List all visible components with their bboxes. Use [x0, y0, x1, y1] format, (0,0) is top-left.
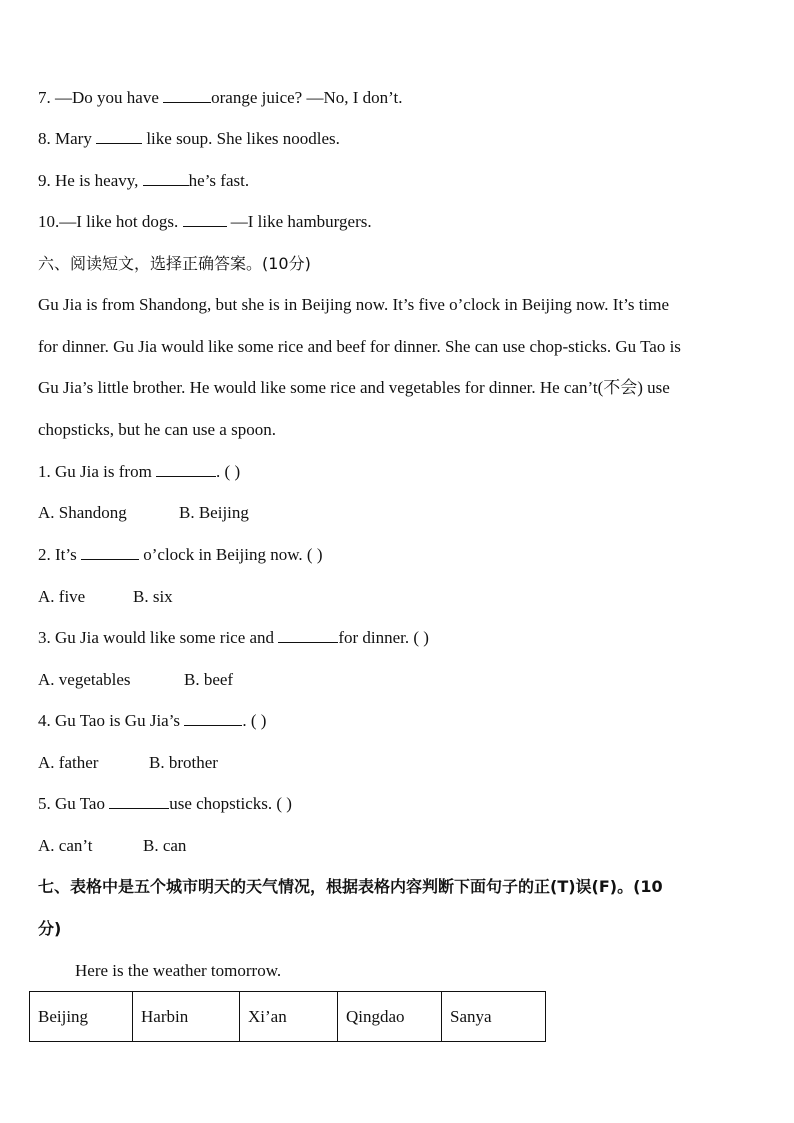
section-7-heading-cont: 分) — [38, 919, 62, 938]
options-1 — [38, 502, 249, 524]
question-number: 8. — [38, 129, 55, 148]
option-a[interactable]: A. can’t — [38, 836, 93, 855]
weather-intro: Here is the weather tomorrow. — [75, 961, 282, 980]
reading-question-4 — [38, 710, 266, 732]
question-text: —I like hamburgers. — [226, 212, 372, 231]
passage-line: Gu Jia is from Shandong, but she is in Beijing now. It’s five o’clock in Beijing now. It’s time — [38, 295, 669, 314]
passage-line: chopsticks, but he can use a spoon. — [38, 420, 276, 439]
question-7 — [38, 87, 402, 109]
options-4 — [38, 752, 218, 774]
option-b[interactable]: B. Beijing — [179, 503, 249, 522]
answer-blank[interactable] — [81, 544, 139, 560]
question-text: . ( ) — [242, 711, 267, 730]
question-text: orange juice? —No, I don’t. — [211, 88, 403, 107]
question-number: 7. — [38, 88, 55, 107]
passage-line: for dinner. Gu Jia would like some rice and beef for dinner. She can use chop-sticks. Gu Tao is — [38, 337, 681, 356]
option-a[interactable]: A. vegetables — [38, 670, 131, 689]
option-b[interactable]: B. beef — [184, 670, 234, 689]
question-text: 4. Gu Tao is Gu Jia’s — [38, 711, 185, 730]
question-text: —Do you have — [55, 88, 164, 107]
question-text: he’s fast. — [188, 171, 250, 190]
options-5 — [38, 835, 187, 857]
reading-question-2 — [38, 544, 322, 566]
answer-blank[interactable] — [183, 211, 227, 227]
section-6-heading: 六、阅读短文，选择正确答案。(10分) — [38, 254, 311, 273]
option-b[interactable]: B. brother — [149, 753, 218, 772]
weather-table — [29, 991, 546, 1042]
options-2 — [38, 586, 173, 608]
question-8 — [38, 128, 340, 150]
reading-question-3 — [38, 627, 429, 649]
option-a[interactable]: A. Shandong — [38, 503, 127, 522]
question-text: —I like hot dogs. — [59, 212, 183, 231]
question-text: Mary — [55, 129, 97, 148]
question-text: for dinner. ( ) — [338, 628, 429, 647]
option-b[interactable]: B. six — [133, 587, 173, 606]
passage-line: Gu Jia’s little brother. He would like some rice and vegetables for dinner. He can’t(不会) use — [38, 378, 670, 397]
question-text: 2. It’s — [38, 545, 81, 564]
reading-question-1 — [38, 461, 240, 483]
options-3 — [38, 669, 234, 691]
answer-blank[interactable] — [156, 461, 216, 477]
question-9 — [38, 170, 249, 192]
answer-blank[interactable] — [278, 627, 338, 643]
answer-blank[interactable] — [109, 793, 169, 809]
question-text: 3. Gu Jia would like some rice and — [38, 628, 279, 647]
city-cell: Beijing — [30, 992, 133, 1042]
question-text: 1. Gu Jia is from — [38, 462, 157, 481]
answer-blank[interactable] — [143, 170, 189, 186]
question-text: use chopsticks. ( ) — [169, 794, 292, 813]
city-cell: Qingdao — [338, 992, 442, 1042]
question-number: 9. — [38, 171, 55, 190]
question-text: He is heavy, — [55, 171, 143, 190]
question-text: . ( ) — [216, 462, 241, 481]
option-b[interactable]: B. can — [143, 836, 187, 855]
city-cell: Sanya — [442, 992, 546, 1042]
option-a[interactable]: A. father — [38, 753, 99, 772]
question-text: o’clock in Beijing now. ( ) — [138, 545, 323, 564]
section-7-heading: 七、表格中是五个城市明天的天气情况，根据表格内容判断下面句子的正(T)误(F)。(10 — [38, 877, 663, 896]
question-number: 10. — [38, 212, 60, 231]
table-row — [30, 992, 546, 1042]
answer-blank[interactable] — [96, 128, 142, 144]
reading-question-5 — [38, 793, 292, 815]
option-a[interactable]: A. five — [38, 587, 86, 606]
question-10 — [38, 211, 372, 233]
answer-blank[interactable] — [184, 710, 242, 726]
question-text: 5. Gu Tao — [38, 794, 110, 813]
question-text: like soup. She likes noodles. — [142, 129, 340, 148]
answer-blank[interactable] — [163, 87, 211, 103]
city-cell: Xi’an — [240, 992, 338, 1042]
city-cell: Harbin — [133, 992, 240, 1042]
